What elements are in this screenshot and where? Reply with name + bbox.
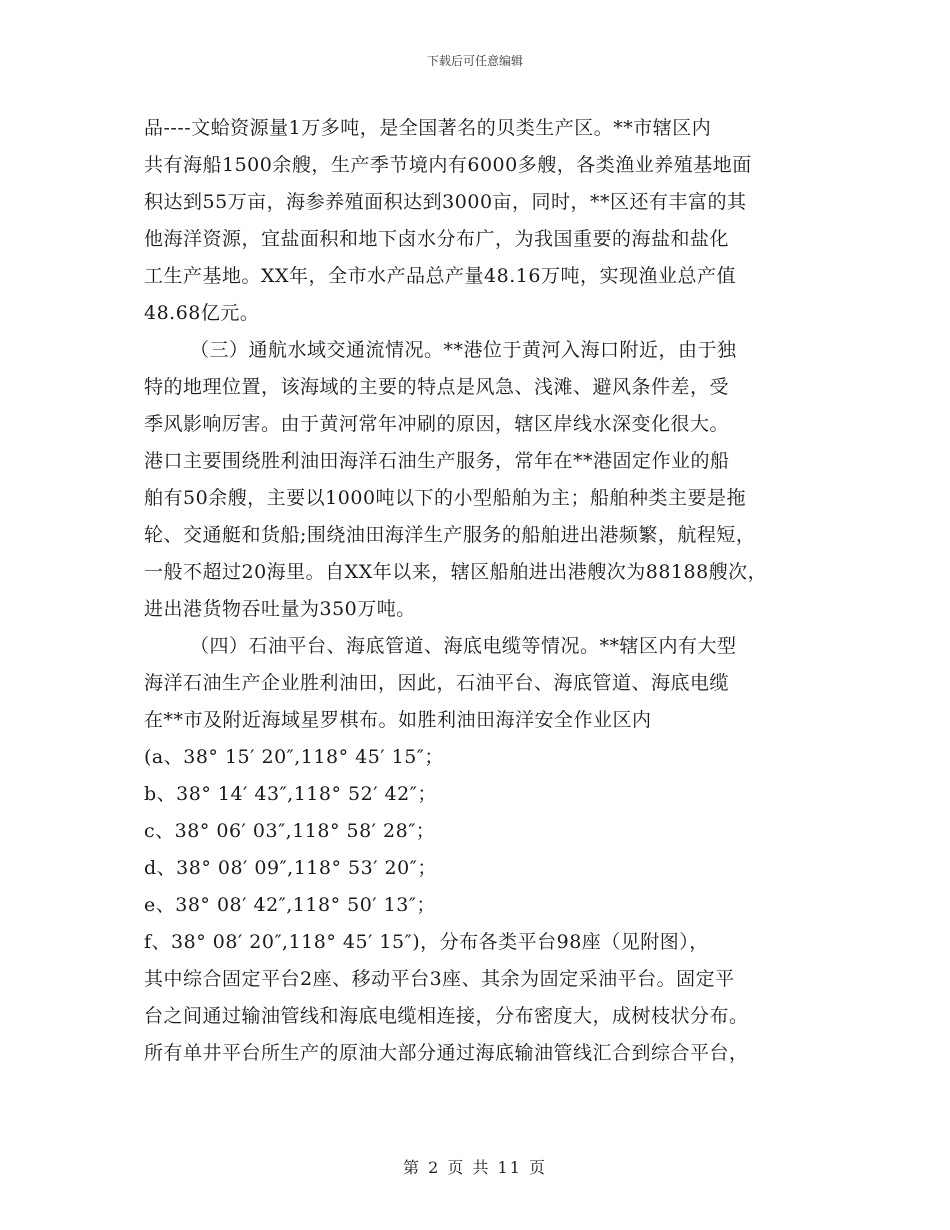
text-line: 台之间通过输油管线和海底电缆相连接，分布密度大，成树枝状分布。 [144, 1005, 749, 1027]
text-line: 工生产基地。XX年，全市水产品总产量48.16万吨，实现渔业总产值 [144, 265, 736, 287]
coordinate-line: (a、38° 15′ 20″,118° 45′ 15″； [144, 746, 444, 768]
text-line: 48.68亿元。 [144, 302, 260, 324]
text-line: 港口主要围绕胜利油田海洋石油生产服务，常年在**港固定作业的船 [144, 450, 730, 472]
document-body [144, 110, 824, 1072]
text-line: 品----文蛤资源量1万多吨，是全国著名的贝类生产区。**市辖区内 [144, 117, 712, 139]
text-line: 其中综合固定平台2座、移动平台3座、其余为固定采油平台。固定平 [144, 968, 735, 990]
coordinate-line: e、38° 08′ 42″,118° 50′ 13″； [144, 894, 436, 916]
coordinate-line: b、38° 14′ 43″,118° 52′ 42″； [144, 783, 437, 805]
text-line: 一般不超过20海里。自XX年以来，辖区船舶进出港艘次为88188艘次， [144, 561, 768, 583]
coordinate-line: c、38° 06′ 03″,118° 58′ 28″； [144, 820, 436, 842]
text-line: 在**市及附近海域星罗棋布。如胜利油田海洋安全作业区内 [144, 709, 652, 731]
text-line: 特的地理位置，该海域的主要的特点是风急、浅滩、避风条件差，受 [144, 376, 730, 398]
coordinate-line: f、38° 08′ 20″,118° 45′ 15″)，分布各类平台98座（见附图）， [144, 931, 709, 953]
page-number: 第 2 页 共 11 页 [403, 1158, 547, 1177]
coordinate-line: d、38° 08′ 09″,118° 53′ 20″； [144, 857, 437, 879]
section-heading-line: （三）通航水域交通流情况。**港位于黄河入海口附近，由于独 [190, 339, 737, 361]
text-line: 海洋石油生产企业胜利油田，因此，石油平台、海底管道、海底电缆 [144, 672, 730, 694]
page-header: 下载后可任意编辑 [426, 54, 523, 68]
text-line: 所有单井平台所生产的原油大部分通过海底输油管线汇合到综合平台， [144, 1042, 749, 1064]
text-line: 进出港货物吞吐量为350万吨。 [144, 598, 416, 620]
text-line: 共有海船1500余艘，生产季节境内有6000多艘，各类渔业养殖基地面 [144, 154, 752, 176]
text-line: 积达到55万亩，海参养殖面积达到3000亩，同时，**区还有丰富的其 [144, 191, 747, 213]
text-line: 轮、交通艇和货船;围绕油田海洋生产服务的船舶进出港频繁，航程短， [144, 524, 756, 546]
text-line: 季风影响厉害。由于黄河常年冲刷的原因，辖区岸线水深变化很大。 [144, 413, 730, 435]
section-heading-line: （四）石油平台、海底管道、海底电缆等情况。**辖区内有大型 [190, 635, 737, 657]
text-line: 舶有50余艘，主要以1000吨以下的小型船舶为主；船舶种类主要是拖 [144, 487, 747, 509]
text-line: 他海洋资源，宜盐面积和地下卤水分布广，为我国重要的海盐和盐化 [144, 228, 730, 250]
